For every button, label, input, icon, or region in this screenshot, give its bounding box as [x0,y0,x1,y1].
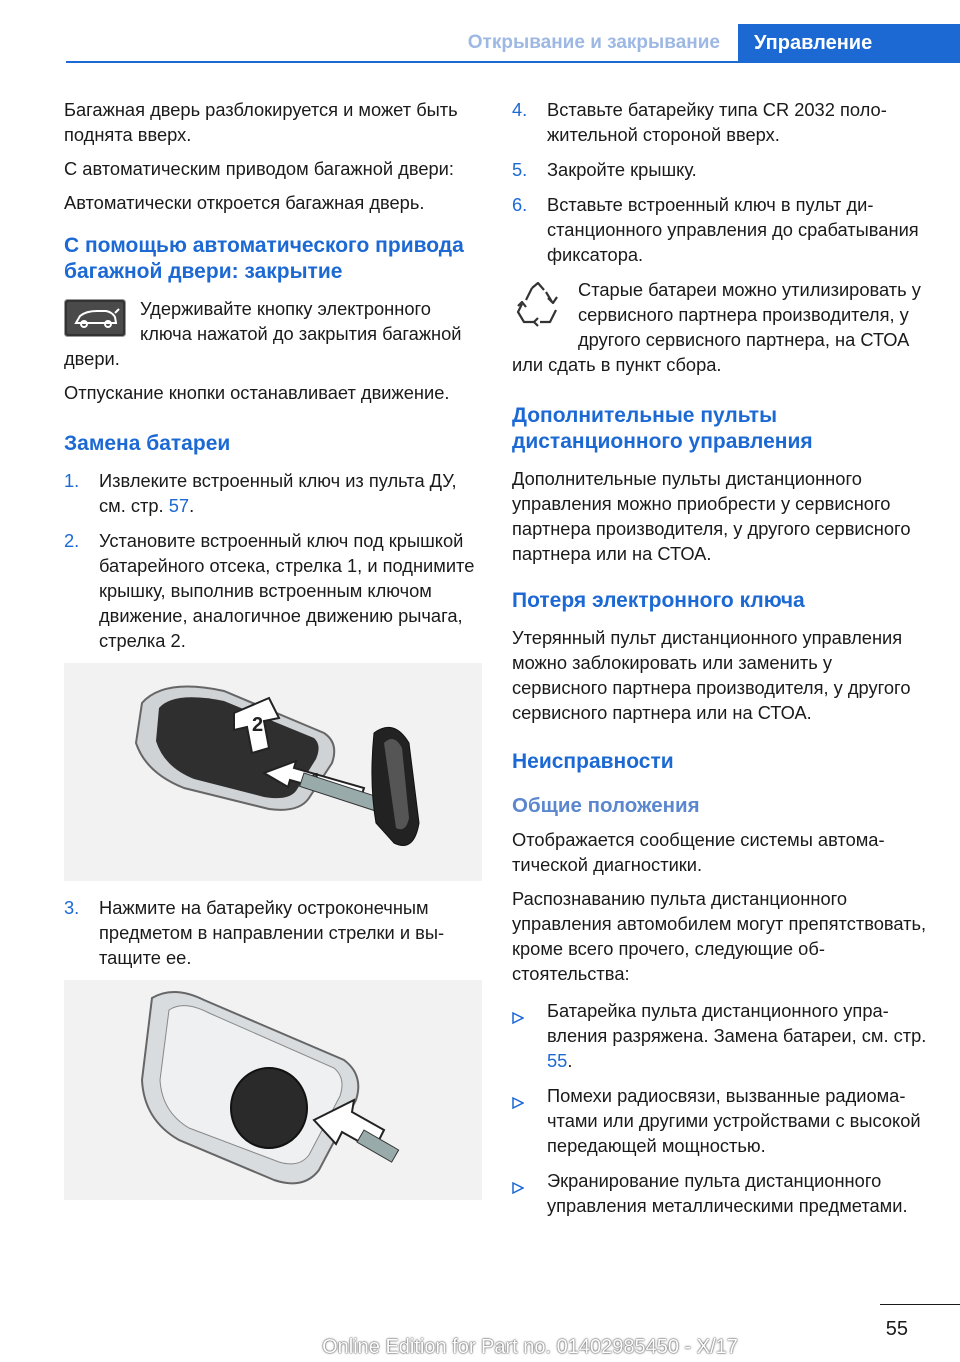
hold-button-text: Удерживайте кнопку электронного ключа нажатой до закрытия багажной двери. [64,298,462,369]
paragraph-release-stops: Отпускание кнопки останавливает движение. [64,382,450,403]
key-fob-figure-open [64,663,482,881]
page-link[interactable]: 57 [168,495,190,516]
footer-rule [880,1304,960,1305]
step-text: Извлеките встроенный ключ из пульта ДУ, см. стр. [99,470,457,516]
right-column [512,97,932,1228]
page-number: 55 [885,1318,908,1340]
heading-additional-remotes: Дополнительные пульты дистанционного управления [512,404,813,453]
footer-edition: Online Edition for Part no. 01402985450 - X/17 [322,1336,738,1358]
page-link[interactable]: 55 [547,1050,568,1071]
key-fob-illustration [64,663,482,881]
step-text: Нажмите на батарейку остроконечным предметом в направлении стрелки и вытащите ее. [99,897,445,968]
list-item-text: Экранирование пульта дистанционного управления металлическими предметами. [547,1170,908,1216]
list-item-text: Помехи радиосвязи, вызванные радиомачтами или другими устройствами с высокой передающей мощностью. [547,1085,921,1156]
paragraph-unlock: Багажная дверь разблокируется и может быть поднята вверх. [64,99,458,145]
battery-steps-list-cont [64,895,482,970]
header-rule [66,61,960,63]
heading-faults: Неисправности [512,750,674,773]
header-section-title: Открывание и закрывание [467,32,720,53]
recycle-note-text: Старые батареи можно утилизировать у сервисного партнера производителя, у другого сервисного партнера, на СТОА или сдать в пункт сбора. [512,279,921,375]
step-number: 3. [64,897,80,918]
step-item [64,895,482,970]
list-item: Батарейка пульта дистанционного управления разряжена. Замена батареи, см. стр. 55. [512,998,932,1073]
car-tailgate-icon [64,299,126,343]
paragraph-recognition: Распознаванию пульта дистанционного управления автомобилем могут препятствовать, кроме всего прочего, следующие обстоятельства: [512,888,927,984]
heading-battery-replace: Замена батареи [64,432,231,455]
step-item: 1. Извлеките встроенный ключ из пульта ДУ, см. стр. 57. [64,470,457,516]
list-item [512,1083,932,1158]
step-item [512,157,932,182]
recycle-note [512,277,932,377]
paragraph-lost-key: Утерянный пульт дистанционного управления можно заблокировать или заменить у сервисного партнера производителя, у другого сервисного партнера или на СТОА. [512,627,911,723]
step-text: Вставьте батарейку типа CR 2032 положительной стороной вверх. [547,99,887,145]
arrow-2-label: 2 [252,714,264,736]
paragraph-diagnostics: Отображается сообщение системы автоматической диагностики. [512,829,885,875]
paragraph-additional-remotes: Дополнительные пульты дистанционного управления можно приобрести у сервисного партнера производителя, у другого сервисного партнера или на СТОА. [512,468,911,564]
step-item [512,97,932,147]
step-text: Закройте крышку. [547,159,697,180]
triangle-bullet-icon [512,1175,524,1200]
step-item [64,528,482,653]
step-number: 5. [512,159,528,180]
list-item-text: Батарейка пульта дистанционного управления разряжена. Замена батареи, см. стр. [547,1000,927,1046]
header-chapter-tab[interactable]: Управление [738,24,960,62]
step-text: Установите встроенный ключ под крышкой батарейного отсека, стрелка 1, и поднимите крышку, выполнив встроенным ключом движение, аналогичное движению рычага, стрелка 2. [99,530,475,651]
fault-causes-list [512,998,932,1218]
battery-steps-list [64,468,482,653]
battery-steps-list-right [512,97,932,267]
paragraph-auto-drive: С автоматическим приводом багажной двери: [64,158,454,179]
heading-auto-close: С помощью автоматического привода багажной двери: закрытие [64,234,464,283]
triangle-bullet-icon [512,1090,524,1115]
step-number: 1. [64,470,80,491]
key-fob-battery-illustration [64,980,482,1200]
step-number: 6. [512,194,528,215]
recycle-icon [512,280,564,336]
step-item [512,192,932,267]
step-number: 4. [512,99,528,120]
step-text: Вставьте встроенный ключ в пульт дистанционного управления до срабатывания фиксатора. [547,194,919,265]
triangle-bullet-icon [512,1005,524,1030]
left-column [64,97,482,1214]
heading-general: Общие положения [512,794,700,817]
list-item [512,1168,932,1218]
hold-button-note [64,296,482,371]
key-fob-figure-battery [64,980,482,1200]
step-number: 2. [64,530,80,551]
heading-lost-key: Потеря электронного ключа [512,589,805,612]
paragraph-auto-open: Автоматически откроется багажная дверь. [64,192,425,213]
